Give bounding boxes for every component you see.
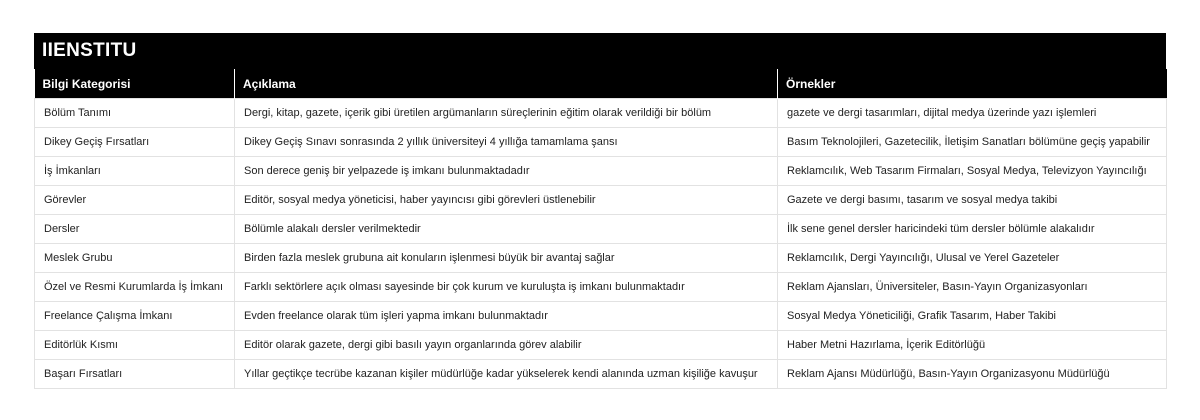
cell-category: Freelance Çalışma İmkanı: [35, 302, 235, 331]
table-row: [35, 99, 1167, 128]
table-header-row: [35, 69, 1167, 99]
cell-examples: Reklam Ajansı Müdürlüğü, Basın-Yayın Organizasyonu Müdürlüğü: [778, 360, 1167, 389]
cell-description: Farklı sektörlere açık olması sayesinde bir çok kurum ve kuruluşta iş imkanı bulunmaktadır: [235, 273, 778, 302]
table-row: [35, 244, 1167, 273]
cell-description: Yıllar geçtikçe tecrübe kazanan kişiler müdürlüğe kadar yükselerek kendi alanında uzman kişiliğe kavuşur: [235, 360, 778, 389]
cell-description: Dikey Geçiş Sınavı sonrasında 2 yıllık üniversiteyi 4 yıllığa tamamlama şansı: [235, 128, 778, 157]
cell-description: Son derece geniş bir yelpazede iş imkanı bulunmaktadadır: [235, 157, 778, 186]
cell-category: Bölüm Tanımı: [35, 99, 235, 128]
cell-category: Özel ve Resmi Kurumlarda İş İmkanı: [35, 273, 235, 302]
brand-title: IIENSTITU: [34, 33, 1166, 69]
info-table: [34, 69, 1167, 389]
cell-category: Editörlük Kısmı: [35, 331, 235, 360]
header-category: Bilgi Kategorisi: [35, 69, 235, 99]
cell-description: Editör, sosyal medya yöneticisi, haber yayıncısı gibi görevleri üstlenebilir: [235, 186, 778, 215]
cell-description: Evden freelance olarak tüm işleri yapma imkanı bulunmaktadır: [235, 302, 778, 331]
table-row: [35, 157, 1167, 186]
cell-category: Meslek Grubu: [35, 244, 235, 273]
cell-examples: Reklam Ajansları, Üniversiteler, Basın-Yayın Organizasyonları: [778, 273, 1167, 302]
table-row: [35, 128, 1167, 157]
table-row: [35, 186, 1167, 215]
cell-examples: Sosyal Medya Yöneticiliği, Grafik Tasarım, Haber Takibi: [778, 302, 1167, 331]
cell-category: Dikey Geçiş Fırsatları: [35, 128, 235, 157]
header-examples: Örnekler: [778, 69, 1167, 99]
table-row: [35, 360, 1167, 389]
table-row: [35, 215, 1167, 244]
cell-category: Görevler: [35, 186, 235, 215]
header-description: Açıklama: [235, 69, 778, 99]
table-row: [35, 331, 1167, 360]
table-row: [35, 273, 1167, 302]
cell-examples: Haber Metni Hazırlama, İçerik Editörlüğü: [778, 331, 1167, 360]
info-table-container: [34, 33, 1166, 389]
cell-category: Başarı Fırsatları: [35, 360, 235, 389]
cell-description: Dergi, kitap, gazete, içerik gibi üretilen argümanların süreçlerinin eğitim olarak verildiği bir bölüm: [235, 99, 778, 128]
cell-category: İş İmkanları: [35, 157, 235, 186]
cell-examples: Reklamcılık, Web Tasarım Firmaları, Sosyal Medya, Televizyon Yayıncılığı: [778, 157, 1167, 186]
cell-examples: Basım Teknolojileri, Gazetecilik, İletişim Sanatları bölümüne geçiş yapabilir: [778, 128, 1167, 157]
cell-category: Dersler: [35, 215, 235, 244]
cell-description: Bölümle alakalı dersler verilmektedir: [235, 215, 778, 244]
cell-examples: gazete ve dergi tasarımları, dijital medya üzerinde yazı işlemleri: [778, 99, 1167, 128]
cell-description: Birden fazla meslek grubuna ait konuların işlenmesi büyük bir avantaj sağlar: [235, 244, 778, 273]
table-row: [35, 302, 1167, 331]
cell-examples: Reklamcılık, Dergi Yayıncılığı, Ulusal ve Yerel Gazeteler: [778, 244, 1167, 273]
cell-examples: İlk sene genel dersler haricindeki tüm dersler bölümle alakalıdır: [778, 215, 1167, 244]
cell-description: Editör olarak gazete, dergi gibi basılı yayın organlarında görev alabilir: [235, 331, 778, 360]
cell-examples: Gazete ve dergi basımı, tasarım ve sosyal medya takibi: [778, 186, 1167, 215]
